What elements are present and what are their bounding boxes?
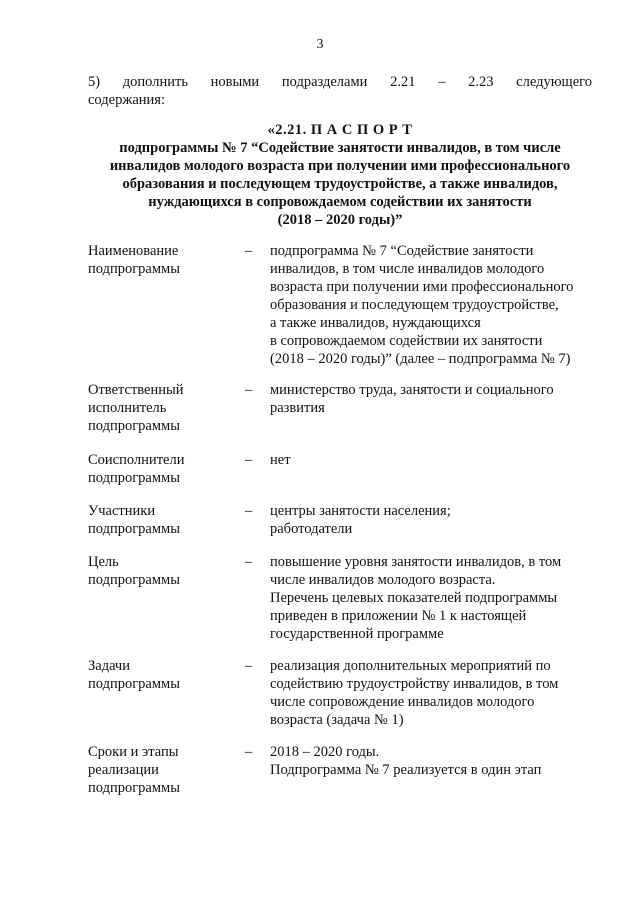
row-label-line: подпрограммы bbox=[88, 780, 180, 796]
row-label bbox=[88, 381, 228, 435]
row-value bbox=[270, 502, 600, 538]
row-value-line: в сопровождаемом содействии их занятости bbox=[270, 333, 543, 349]
row-value-line: министерство труда, занятости и социального bbox=[270, 382, 554, 398]
row-value-line: Подпрограмма № 7 реализуется в один этап bbox=[270, 762, 542, 778]
intro-line-1: 5) дополнить новыми подразделами 2.21 – 2.23 следующего bbox=[88, 74, 592, 90]
row-label-line: Цель bbox=[88, 554, 119, 570]
row-label-line: подпрограммы bbox=[88, 572, 180, 588]
row-value-line: возраста при получении ими профессионального bbox=[270, 279, 574, 295]
passport-title: «2.21. П А С П О Р Т bbox=[267, 122, 413, 138]
row-value-line: работодатели bbox=[270, 521, 353, 537]
row-value-line: развития bbox=[270, 400, 325, 416]
row-value bbox=[270, 553, 600, 643]
heading-line: (2018 – 2020 годы)” bbox=[277, 212, 403, 228]
passport-heading bbox=[88, 121, 592, 229]
row-dash: – bbox=[245, 503, 253, 519]
heading-line: образования и последующем трудоустройстве, а также инвалидов, bbox=[122, 176, 558, 192]
row-label bbox=[88, 242, 228, 278]
heading-line: инвалидов молодого возраста при получении ими профессионального bbox=[109, 158, 571, 174]
row-value-line: возраста (задача № 1) bbox=[270, 712, 404, 728]
row-value-line: инвалидов, в том числе инвалидов молодого bbox=[270, 261, 545, 277]
row-dash: – bbox=[245, 382, 253, 398]
row-label-line: подпрограммы bbox=[88, 470, 180, 486]
row-label-line: подпрограммы bbox=[88, 521, 180, 537]
heading-line: подпрограммы № 7 “Содействие занятости инвалидов, в том числе bbox=[119, 140, 561, 156]
row-label-line: исполнитель bbox=[88, 400, 167, 416]
row-label-line: Задачи bbox=[88, 658, 130, 674]
row-value-line: (2018 – 2020 годы)” (далее – подпрограмма № 7) bbox=[270, 351, 571, 367]
row-label bbox=[88, 657, 228, 693]
row-dash: – bbox=[245, 554, 253, 570]
row-value-line: числе инвалидов молодого возраста. bbox=[270, 572, 496, 588]
row-value-line: числе сопровождение инвалидов молодого bbox=[270, 694, 535, 710]
row-label-line: реализации bbox=[88, 762, 159, 778]
row-value-line: повышение уровня занятости инвалидов, в том bbox=[270, 554, 562, 570]
row-label-line: Наименование bbox=[88, 243, 179, 259]
row-value-line: содействию трудоустройству инвалидов, в том bbox=[270, 676, 559, 692]
row-value-line: подпрограмма № 7 “Содействие занятости bbox=[270, 243, 534, 259]
row-label-line: подпрограммы bbox=[88, 261, 180, 277]
row-value bbox=[270, 451, 600, 469]
row-value-line: а также инвалидов, нуждающихся bbox=[270, 315, 481, 331]
row-label-line: Ответственный bbox=[88, 382, 184, 398]
row-label-line: подпрограммы bbox=[88, 676, 180, 692]
row-dash: – bbox=[245, 243, 253, 259]
row-label bbox=[88, 502, 228, 538]
row-value-line: 2018 – 2020 годы. bbox=[270, 744, 380, 760]
row-value-line: приведен в приложении № 1 к настоящей bbox=[270, 608, 527, 624]
row-label bbox=[88, 451, 228, 487]
row-dash: – bbox=[245, 744, 253, 760]
row-value bbox=[270, 743, 600, 779]
row-label bbox=[88, 553, 228, 589]
row-value-line: центры занятости населения; bbox=[270, 503, 451, 519]
row-label-line: Соисполнители bbox=[88, 452, 185, 468]
row-value bbox=[270, 381, 600, 417]
row-label-line: Сроки и этапы bbox=[88, 744, 179, 760]
row-value-line: государственной программе bbox=[270, 626, 444, 642]
row-value-line: нет bbox=[270, 452, 291, 468]
heading-line: нуждающихся в сопровождаемом содействии их занятости bbox=[148, 194, 532, 210]
row-label bbox=[88, 743, 228, 797]
row-value-line: реализация дополнительных мероприятий по bbox=[270, 658, 551, 674]
row-value bbox=[270, 657, 600, 729]
row-label-line: подпрограммы bbox=[88, 418, 180, 434]
intro-line-2: содержания: bbox=[88, 92, 166, 108]
row-value-line: образования и последующем трудоустройстве, bbox=[270, 297, 559, 313]
page-number: 3 bbox=[316, 37, 324, 52]
row-value-line: Перечень целевых показателей подпрограммы bbox=[270, 590, 558, 606]
row-value bbox=[270, 242, 600, 368]
row-label-line: Участники bbox=[88, 503, 156, 519]
row-dash: – bbox=[245, 658, 253, 674]
row-dash: – bbox=[245, 452, 253, 468]
